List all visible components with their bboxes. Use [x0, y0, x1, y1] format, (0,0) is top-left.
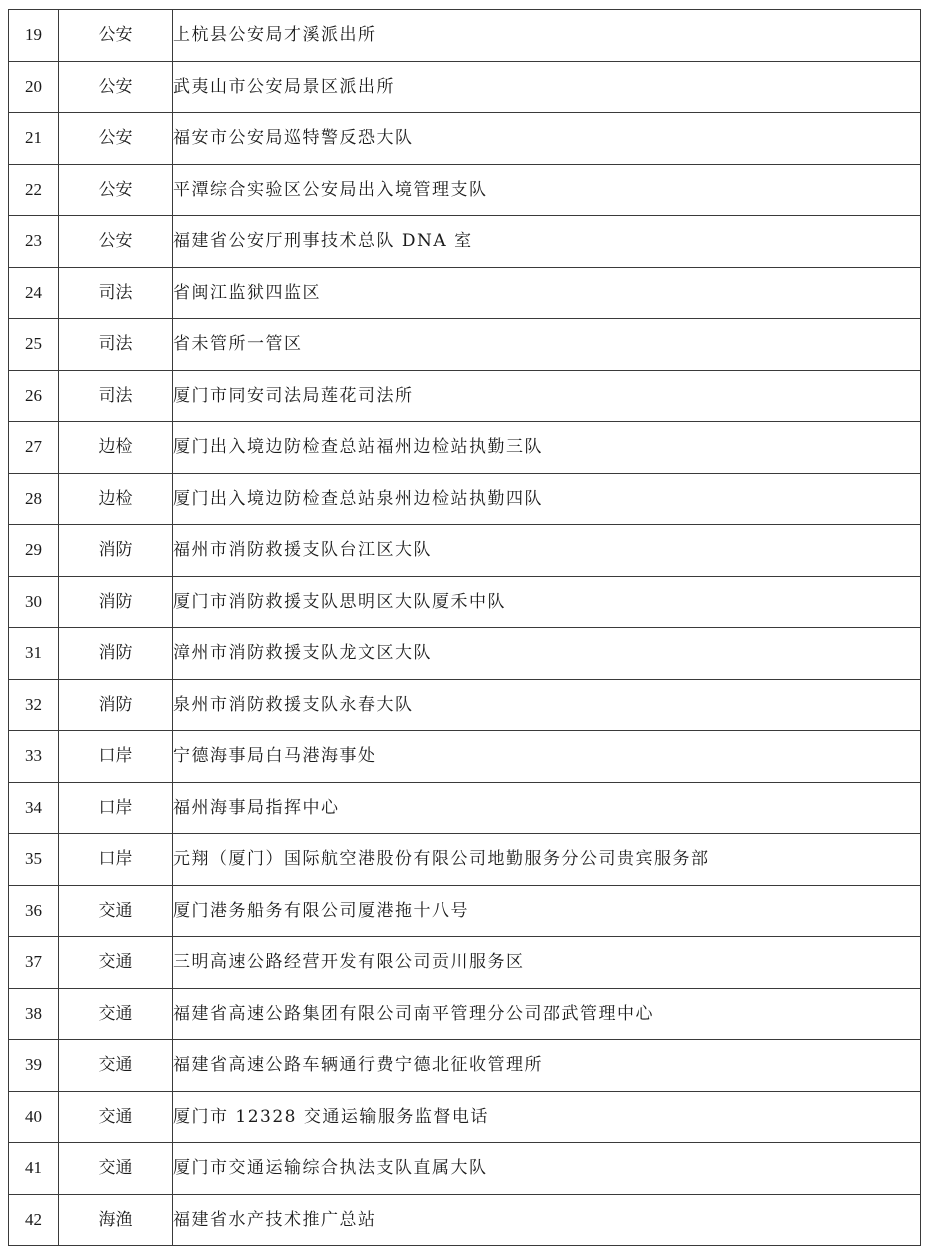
row-unit-name: 省未管所一管区: [173, 319, 921, 371]
row-number: 35: [9, 834, 59, 886]
table-row: [9, 370, 921, 422]
table-row: [9, 164, 921, 216]
table-row: [9, 679, 921, 731]
table-row: [9, 937, 921, 989]
row-category: 司法: [59, 267, 173, 319]
row-number: 33: [9, 731, 59, 783]
row-category: 公安: [59, 216, 173, 268]
row-unit-name: 省闽江监狱四监区: [173, 267, 921, 319]
row-number: 32: [9, 679, 59, 731]
row-unit-name: 福州市消防救援支队台江区大队: [173, 525, 921, 577]
table-body: [9, 10, 921, 1246]
row-number: 20: [9, 61, 59, 113]
row-number: 27: [9, 422, 59, 474]
row-number: 38: [9, 988, 59, 1040]
row-unit-name: 厦门出入境边防检查总站福州边检站执勤三队: [173, 422, 921, 474]
row-category: 边检: [59, 473, 173, 525]
row-number: 34: [9, 782, 59, 834]
row-category: 司法: [59, 370, 173, 422]
row-category: 消防: [59, 628, 173, 680]
row-unit-name: 元翔（厦门）国际航空港股份有限公司地勤服务分公司贵宾服务部: [173, 834, 921, 886]
row-number: 28: [9, 473, 59, 525]
row-number: 23: [9, 216, 59, 268]
row-number: 36: [9, 885, 59, 937]
row-category: 交通: [59, 1091, 173, 1143]
row-unit-name: 平潭综合实验区公安局出入境管理支队: [173, 164, 921, 216]
row-category: 海渔: [59, 1194, 173, 1246]
row-category: 交通: [59, 1040, 173, 1092]
table-row: [9, 61, 921, 113]
row-unit-name: 武夷山市公安局景区派出所: [173, 61, 921, 113]
row-number: 19: [9, 10, 59, 62]
table-row: [9, 1040, 921, 1092]
table-row: [9, 473, 921, 525]
row-unit-name: 福建省高速公路集团有限公司南平管理分公司邵武管理中心: [173, 988, 921, 1040]
row-unit-name: 厦门市同安司法局莲花司法所: [173, 370, 921, 422]
row-unit-name: 三明高速公路经营开发有限公司贡川服务区: [173, 937, 921, 989]
honor-list-table: [8, 9, 921, 1246]
row-category: 口岸: [59, 782, 173, 834]
row-number: 31: [9, 628, 59, 680]
row-unit-name: 福州海事局指挥中心: [173, 782, 921, 834]
table-row: [9, 422, 921, 474]
row-category: 交通: [59, 1143, 173, 1195]
table-row: [9, 782, 921, 834]
row-category: 消防: [59, 576, 173, 628]
row-category: 口岸: [59, 834, 173, 886]
row-number: 41: [9, 1143, 59, 1195]
row-category: 交通: [59, 988, 173, 1040]
table-row: [9, 1091, 921, 1143]
row-number: 39: [9, 1040, 59, 1092]
row-number: 40: [9, 1091, 59, 1143]
row-unit-name: 宁德海事局白马港海事处: [173, 731, 921, 783]
row-category: 消防: [59, 679, 173, 731]
row-category: 交通: [59, 885, 173, 937]
row-unit-name: 上杭县公安局才溪派出所: [173, 10, 921, 62]
row-category: 公安: [59, 10, 173, 62]
row-category: 交通: [59, 937, 173, 989]
row-category: 口岸: [59, 731, 173, 783]
row-unit-name: 福建省水产技术推广总站: [173, 1194, 921, 1246]
row-unit-name: 福建省高速公路车辆通行费宁德北征收管理所: [173, 1040, 921, 1092]
row-unit-name: 漳州市消防救援支队龙文区大队: [173, 628, 921, 680]
table-row: [9, 628, 921, 680]
table-row: [9, 10, 921, 62]
row-category: 公安: [59, 113, 173, 165]
row-category: 边检: [59, 422, 173, 474]
row-unit-name: 福安市公安局巡特警反恐大队: [173, 113, 921, 165]
row-unit-name: 厦门市消防救援支队思明区大队厦禾中队: [173, 576, 921, 628]
row-number: 26: [9, 370, 59, 422]
table-row: [9, 113, 921, 165]
row-category: 消防: [59, 525, 173, 577]
row-number: 37: [9, 937, 59, 989]
row-number: 30: [9, 576, 59, 628]
row-category: 公安: [59, 164, 173, 216]
row-category: 公安: [59, 61, 173, 113]
table-row: [9, 988, 921, 1040]
row-number: 22: [9, 164, 59, 216]
row-number: 25: [9, 319, 59, 371]
table-row: [9, 885, 921, 937]
row-category: 司法: [59, 319, 173, 371]
table-row: [9, 319, 921, 371]
row-unit-name: 厦门出入境边防检查总站泉州边检站执勤四队: [173, 473, 921, 525]
table-row: [9, 525, 921, 577]
table-row: [9, 216, 921, 268]
row-unit-name: 福建省公安厅刑事技术总队 DNA 室: [173, 216, 921, 268]
table-row: [9, 1194, 921, 1246]
row-unit-name: 厦门市交通运输综合执法支队直属大队: [173, 1143, 921, 1195]
table-row: [9, 731, 921, 783]
row-unit-name: 泉州市消防救援支队永春大队: [173, 679, 921, 731]
row-unit-name: 厦门港务船务有限公司厦港拖十八号: [173, 885, 921, 937]
row-number: 29: [9, 525, 59, 577]
table-row: [9, 576, 921, 628]
table-row: [9, 834, 921, 886]
row-number: 24: [9, 267, 59, 319]
table-row: [9, 1143, 921, 1195]
row-number: 21: [9, 113, 59, 165]
row-number: 42: [9, 1194, 59, 1246]
row-unit-name: 厦门市 12328 交通运输服务监督电话: [173, 1091, 921, 1143]
table-row: [9, 267, 921, 319]
